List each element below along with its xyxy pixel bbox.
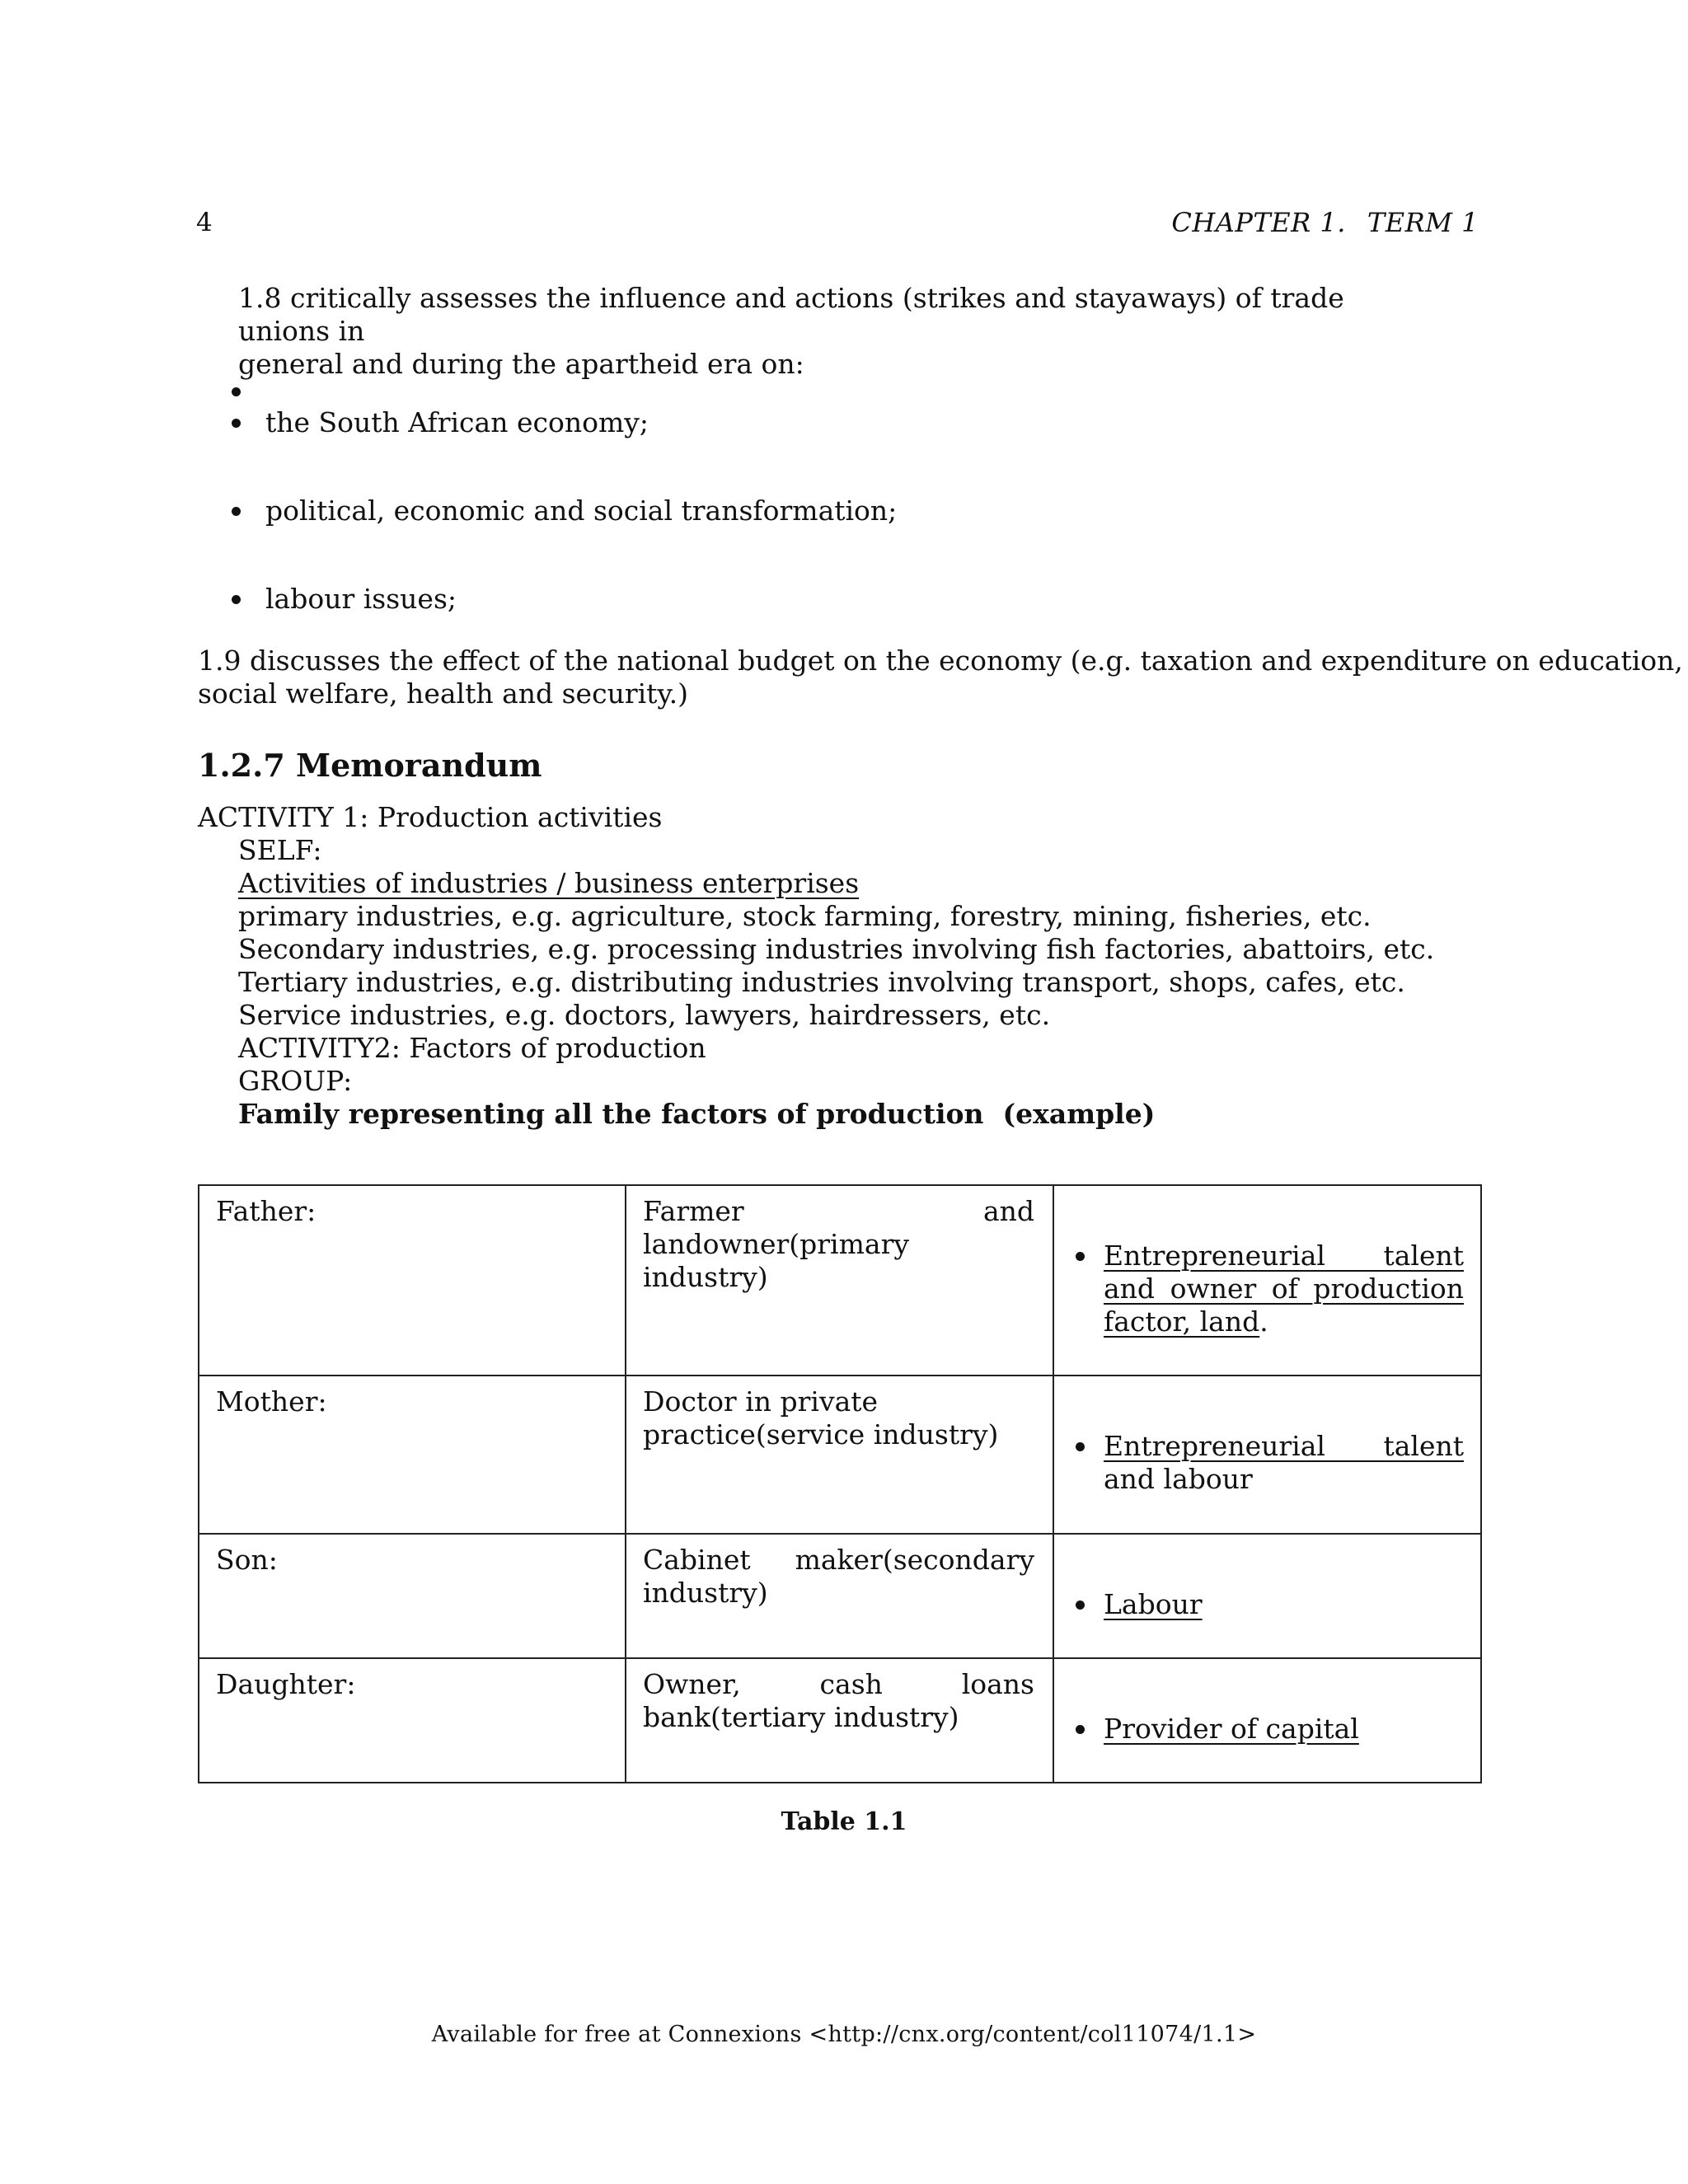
running-head [1171, 206, 1479, 239]
outcome-1-8 [238, 282, 1425, 381]
outcome-1-8-list [227, 494, 1381, 527]
bullet-icon [232, 507, 241, 516]
outcome-1-8-list [227, 406, 1381, 439]
bullet-icon [1076, 1601, 1085, 1610]
occupation-cell: Doctor in private practice(service industry) [643, 1385, 999, 1451]
table-row [199, 1376, 1481, 1534]
list-item [227, 583, 1381, 616]
table-row [199, 1534, 1481, 1658]
table-row [199, 1185, 1481, 1376]
factor-cell: Labour [1054, 1588, 1480, 1621]
bullet-icon [232, 595, 241, 604]
member-cell: Daughter: [216, 1668, 356, 1700]
factor-cell: Entrepreneurial talent and owner of production factor, land. [1054, 1240, 1480, 1338]
outcome-1-9-line1: 1.9 discusses the effect of the national budget on the economy (e.g. taxation and expenditure on education, [198, 644, 1683, 677]
member-cell: Son: [216, 1544, 278, 1576]
activity-1-title: ACTIVITY 1: Production activities [198, 801, 663, 833]
bullet-icon [232, 419, 241, 428]
bullet-icon [1076, 1442, 1085, 1451]
table-caption: Table 1.1 [781, 1807, 907, 1836]
list-item [227, 406, 1381, 439]
self-label: SELF: [238, 834, 322, 866]
outcome-1-8-list [227, 583, 1381, 616]
occupation-cell: Farmer and landowner(primary industry) [643, 1195, 1034, 1293]
running-head-term: TERM 1 [1367, 207, 1479, 238]
outcome-1-9 [198, 644, 1683, 710]
occupation-cell: Owner, cash loans bank(tertiary industry) [643, 1668, 1034, 1733]
outcome-1-9-line2: social welfare, health and security.) [198, 677, 689, 710]
factor-cell: Provider of capital [1054, 1713, 1480, 1746]
occupation-cell: Cabinet maker(secondary industry) [643, 1544, 1034, 1609]
bullet-text: labour issues; [265, 583, 457, 615]
member-cell: Father: [216, 1195, 316, 1227]
tertiary-industries: Tertiary industries, e.g. distributing industries involving transport, shops, cafes, etc. [238, 966, 1405, 998]
factors-table [198, 1184, 1482, 1783]
secondary-industries: Secondary industries, e.g. processing industries involving fish factories, abattoirs, etc. [238, 933, 1435, 965]
page-number: 4 [196, 208, 213, 237]
footer-text: Available for free at Connexions <http://cnx.org/content/col11074/1.1> [431, 2022, 1257, 2047]
running-head-chapter: CHAPTER 1. [1171, 207, 1346, 238]
primary-industries: primary industries, e.g. agriculture, stock farming, forestry, mining, fisheries, etc. [238, 900, 1372, 932]
list-item [227, 494, 1381, 527]
group-label: GROUP: [238, 1065, 353, 1097]
bullet-icon [232, 387, 241, 396]
bullet-text: political, economic and social transformation; [265, 494, 898, 527]
family-heading: Family representing all the factors of production (example) [238, 1098, 1156, 1130]
outcome-1-8-line2: general and during the apartheid era on: [238, 348, 804, 380]
industries-heading: Activities of industries / business enterprises [238, 867, 860, 899]
table-row [199, 1658, 1481, 1783]
member-cell: Mother: [216, 1385, 327, 1418]
service-industries: Service industries, e.g. doctors, lawyers, hairdressers, etc. [238, 999, 1051, 1031]
bullet-text: the South African economy; [265, 406, 649, 438]
bullet-icon [1076, 1252, 1085, 1261]
section-heading: 1.2.7 Memorandum [198, 747, 542, 784]
factor-cell: Entrepreneurial talent and labour [1054, 1430, 1480, 1496]
outcome-1-8-line1: 1.8 critically assesses the influence and actions (strikes and stayaways) of trade unions in [238, 282, 1344, 347]
activity-2-title: ACTIVITY2: Factors of production [238, 1032, 706, 1064]
bullet-icon [1076, 1725, 1085, 1734]
